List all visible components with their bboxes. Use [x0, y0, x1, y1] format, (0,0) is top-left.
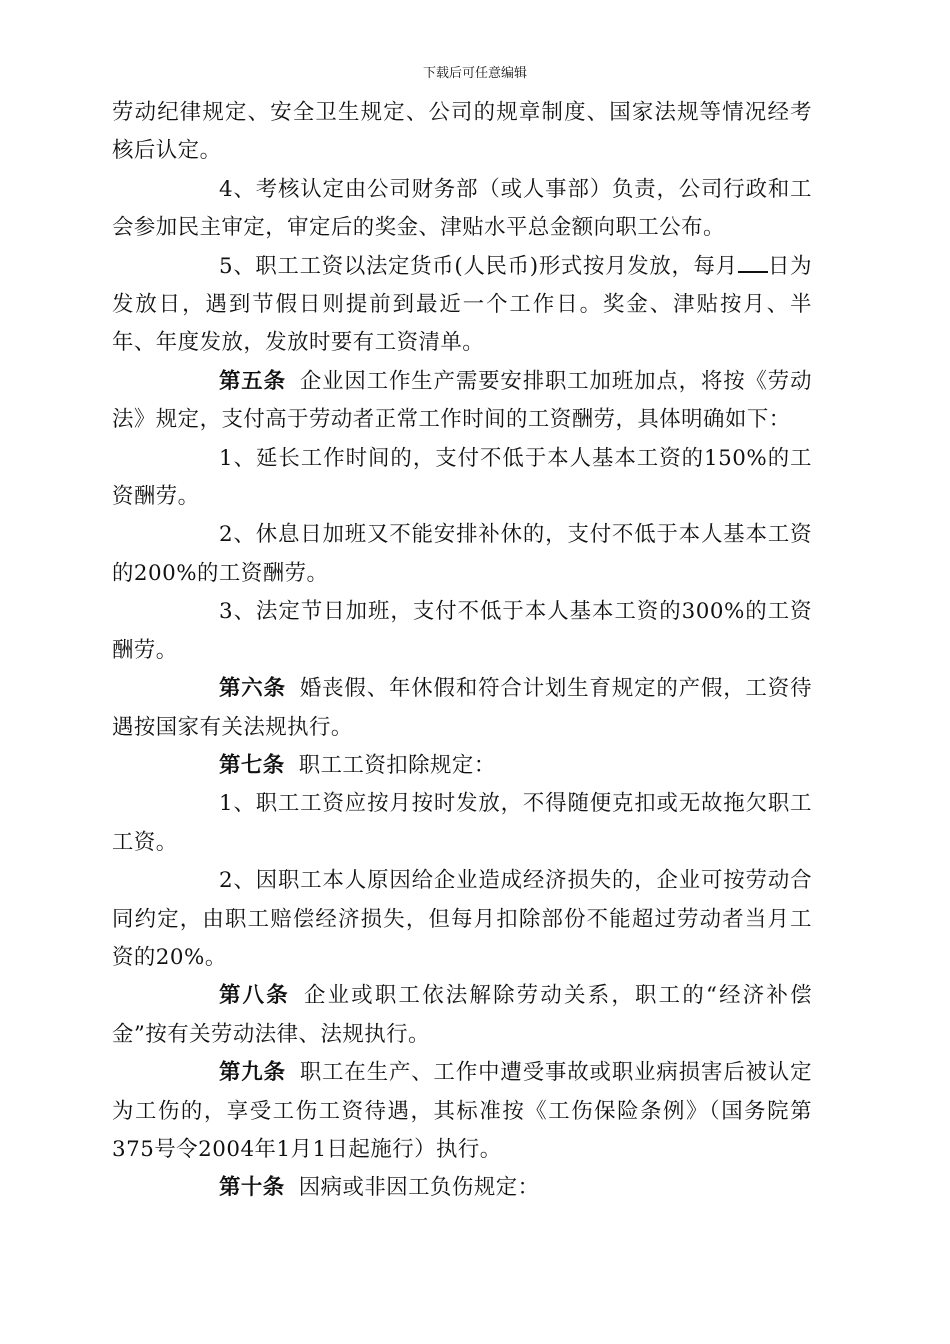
paragraph-10 — [112, 785, 812, 862]
article-number: 第七条 — [219, 752, 285, 778]
article-5 — [112, 363, 812, 440]
paragraph-text: 2、因职工本人原因给企业造成经济损失的，企业可按劳动合同约定，由职工赔偿经济损失，但每月扣除部份不能超过劳动者当月工资的20%。 — [112, 868, 812, 970]
paragraph-6 — [112, 516, 812, 593]
article-8 — [112, 977, 812, 1054]
paragraph-2 — [112, 171, 812, 248]
paragraph-5 — [112, 440, 812, 517]
article-number: 第六条 — [219, 676, 286, 702]
document-body — [112, 94, 812, 1208]
article-number: 第十条 — [219, 1175, 285, 1201]
page-header: 下载后可任意编辑 — [422, 66, 527, 81]
paragraph-text: 婚丧假、年休假和符合计划生育规定的产假，工资待遇按国家有关法规执行。 — [112, 676, 812, 740]
paragraph-text: 2、休息日加班又不能安排补休的，支付不低于本人基本工资的200%的工资酬劳。 — [112, 522, 812, 586]
paragraph-text: 3、法定节日加班，支付不低于本人基本工资的300%的工资酬劳。 — [112, 599, 812, 663]
paragraph-text: 企业因工作生产需要安排职工加班加点，将按《劳动法》规定，支付高于劳动者正常工作时间的工资酬劳，具体明确如下： — [112, 368, 812, 433]
paragraph-text: 职工工资扣除规定： — [298, 752, 496, 778]
paragraph-text: 职工在生产、工作中遭受事故或职业病损害后被认定为工伤的，享受工伤工资待遇，其标准按《工伤保险条例》（国务院第375号令2004年1月1日起施行）执行。 — [112, 1060, 812, 1162]
paragraph-text: 因病或非因工负伤规定： — [298, 1175, 540, 1201]
paragraph-7 — [112, 593, 812, 670]
article-6 — [112, 670, 812, 747]
article-9 — [112, 1054, 812, 1169]
article-10 — [112, 1169, 812, 1207]
paragraph-text: 劳动纪律规定、安全卫生规定、公司的规章制度、国家法规等情况经考核后认定。 — [112, 100, 812, 164]
paragraph-text: 企业或职工依法解除劳动关系，职工的“经济补偿金”按有关劳动法律、法规执行。 — [112, 983, 812, 1047]
paragraph-text: 1、延长工作时间的，支付不低于本人基本工资的150%的工资酬劳。 — [112, 445, 812, 510]
paragraph-text: 5、职工工资以法定货币(人民币)形式按月发放，每月 — [219, 253, 738, 279]
article-number: 第五条 — [219, 368, 286, 394]
paragraph-text: 4、考核认定由公司财务部（或人事部）负责，公司行政和工会参加民主审定，审定后的奖金、津贴水平总金额向职工公布。 — [112, 176, 812, 241]
paragraph-11 — [112, 862, 812, 977]
article-7 — [112, 747, 812, 785]
paragraph-text-continued: 日为发放日，遇到节假日则提前到最近一个工作日。奖金、津贴按月、半年、年度发放，发放时要有工资清单。 — [112, 253, 812, 356]
fill-in-blank — [738, 253, 768, 273]
article-number: 第八条 — [219, 983, 290, 1009]
paragraph-1 — [112, 94, 812, 171]
paragraph-3 — [112, 248, 812, 363]
article-number: 第九条 — [219, 1060, 286, 1086]
paragraph-text: 1、职工工资应按月按时发放，不得随便克扣或无故拖欠职工工资。 — [112, 791, 812, 855]
